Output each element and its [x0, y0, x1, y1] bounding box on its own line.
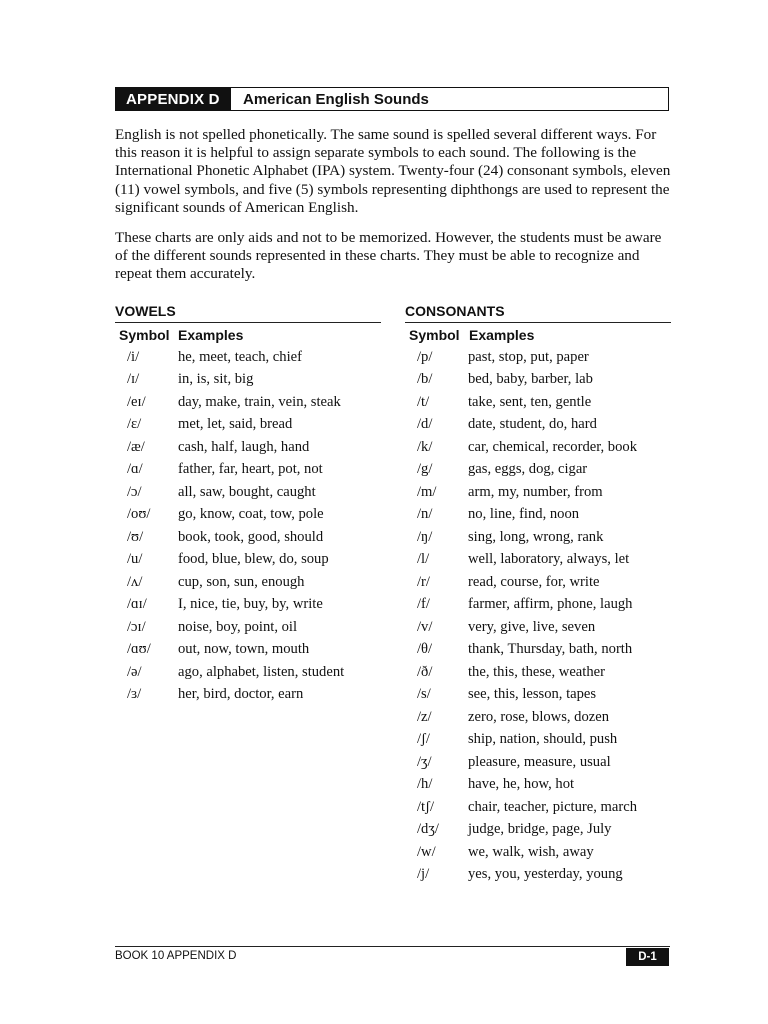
vowel-symbol: /ɪ/ — [127, 371, 140, 388]
consonant-symbol: /p/ — [417, 348, 433, 365]
intro-paragraph-2: These charts are only aids and not to be memorized. However, the students must be aware of the different sounds represented in these charts. They must be able to recognize and repeat them accurately. — [115, 229, 662, 283]
consonant-symbol: /θ/ — [417, 641, 433, 658]
consonant-row — [417, 819, 637, 842]
consonant-row — [417, 459, 637, 482]
vowel-examples: day, make, train, vein, steak — [178, 393, 341, 410]
vowel-row — [127, 616, 344, 639]
consonant-row — [417, 661, 637, 684]
vowels-symbol-header: Symbol — [119, 327, 170, 343]
consonant-examples: past, stop, put, paper — [468, 348, 589, 365]
vowel-examples: met, let, said, bread — [178, 416, 293, 433]
consonant-examples: date, student, do, hard — [468, 416, 597, 433]
consonant-examples: see, this, lesson, tapes — [468, 686, 597, 703]
consonant-row — [417, 639, 637, 662]
consonant-row — [417, 706, 637, 729]
consonant-row — [417, 549, 637, 572]
vowel-examples: he, meet, teach, chief — [178, 348, 302, 365]
vowel-row — [127, 639, 344, 662]
consonant-symbol: /b/ — [417, 371, 433, 388]
consonant-symbol: /m/ — [417, 483, 437, 500]
consonant-row — [417, 436, 637, 459]
vowel-row — [127, 549, 344, 572]
consonants-examples-header: Examples — [469, 327, 535, 343]
footer-rule — [115, 946, 670, 947]
intro-paragraph-1: English is not spelled phonetically. The same sound is spelled several different ways. For this reason it is helpful to assign separate symbols to each sound. The following is the International Phonetic Alphabet (IPA) system. Twenty-four (24) consonant symbols, eleven (11) vowel symbols, and five (5) symbols representing diphthongs are used to represent the significant sounds of American English. — [115, 126, 671, 216]
consonant-examples: judge, bridge, page, July — [468, 821, 612, 838]
vowel-symbol: /ɑɪ/ — [127, 596, 147, 613]
appendix-label: APPENDIX D — [116, 88, 231, 110]
consonant-row — [417, 481, 637, 504]
consonant-symbol: /t/ — [417, 393, 430, 410]
consonant-examples: no, line, find, noon — [468, 506, 580, 523]
consonant-symbol: /k/ — [417, 438, 433, 455]
consonant-symbol: /d/ — [417, 416, 433, 433]
vowel-symbol: /i/ — [127, 348, 140, 365]
vowel-examples: go, know, coat, tow, pole — [178, 506, 324, 523]
consonants-heading: CONSONANTS — [405, 303, 671, 323]
vowel-symbol: /ɑʊ/ — [127, 641, 151, 658]
vowel-symbol: /ɔɪ/ — [127, 618, 146, 635]
consonant-row — [417, 369, 637, 392]
consonant-symbol: /v/ — [417, 618, 433, 635]
consonant-row — [417, 346, 637, 369]
vowel-symbol: /eɪ/ — [127, 393, 146, 410]
consonant-row — [417, 729, 637, 752]
consonant-examples: yes, you, yesterday, young — [468, 866, 623, 883]
consonant-symbol: /ŋ/ — [417, 528, 433, 545]
vowel-symbol: /ə/ — [127, 663, 142, 680]
consonants-table — [417, 346, 637, 886]
vowels-table — [127, 346, 344, 706]
page-number-badge: D-1 — [626, 948, 669, 966]
vowel-examples: ago, alphabet, listen, student — [178, 663, 345, 680]
consonant-symbol: /ð/ — [417, 663, 433, 680]
consonant-symbol: /s/ — [417, 686, 431, 703]
consonant-symbol: /r/ — [417, 573, 430, 590]
consonant-examples: farmer, affirm, phone, laugh — [468, 596, 633, 613]
vowel-row — [127, 391, 344, 414]
consonant-examples: chair, teacher, picture, march — [468, 798, 637, 815]
consonant-symbol: /z/ — [417, 708, 432, 725]
consonant-examples: sing, long, wrong, rank — [468, 528, 604, 545]
consonant-examples: well, laboratory, always, let — [468, 551, 630, 568]
consonant-examples: ship, nation, should, push — [468, 731, 618, 748]
consonant-examples: have, he, how, hot — [468, 776, 575, 793]
vowel-symbol: /ɑ/ — [127, 461, 143, 478]
vowels-heading: VOWELS — [115, 303, 381, 323]
vowel-symbol: /æ/ — [127, 438, 145, 455]
vowel-symbol: /ʊ/ — [127, 528, 144, 545]
consonant-symbol: /f/ — [417, 596, 430, 613]
vowel-symbol: /u/ — [127, 551, 143, 568]
vowel-row — [127, 369, 344, 392]
vowel-examples: in, is, sit, big — [178, 371, 254, 388]
vowel-row — [127, 504, 344, 527]
vowel-examples: her, bird, doctor, earn — [178, 686, 304, 703]
vowel-row — [127, 594, 344, 617]
vowel-examples: food, blue, blew, do, soup — [178, 551, 329, 568]
consonant-symbol: /n/ — [417, 506, 433, 523]
vowel-symbol: /ɔ/ — [127, 483, 142, 500]
consonant-row — [417, 526, 637, 549]
vowel-examples: book, took, good, should — [178, 528, 324, 545]
consonant-row — [417, 751, 637, 774]
consonant-row — [417, 841, 637, 864]
consonant-examples: gas, eggs, dog, cigar — [468, 461, 588, 478]
vowel-row — [127, 481, 344, 504]
vowel-row — [127, 346, 344, 369]
consonant-examples: read, course, for, write — [468, 573, 600, 590]
consonant-examples: take, sent, ten, gentle — [468, 393, 592, 410]
footer-book-label: BOOK 10 APPENDIX D — [115, 950, 237, 962]
vowel-examples: father, far, heart, pot, not — [178, 461, 323, 478]
consonant-row — [417, 571, 637, 594]
vowel-symbol: /oʊ/ — [127, 506, 151, 523]
consonant-examples: very, give, live, seven — [468, 618, 596, 635]
vowel-examples: all, saw, bought, caught — [178, 483, 316, 500]
consonant-row — [417, 504, 637, 527]
vowel-examples: I, nice, tie, buy, by, write — [178, 596, 323, 613]
consonant-row — [417, 864, 637, 887]
vowels-examples-header: Examples — [178, 327, 244, 343]
consonant-examples: thank, Thursday, bath, north — [468, 641, 633, 658]
consonant-examples: pleasure, measure, usual — [468, 753, 611, 770]
consonant-examples: bed, baby, barber, lab — [468, 371, 593, 388]
consonant-examples: car, chemical, recorder, book — [468, 438, 637, 455]
consonant-symbol: /dʒ/ — [417, 821, 439, 838]
vowel-row — [127, 459, 344, 482]
consonant-symbol: /h/ — [417, 776, 433, 793]
vowel-row — [127, 436, 344, 459]
consonant-examples: arm, my, number, from — [468, 483, 603, 500]
consonant-row — [417, 594, 637, 617]
consonant-symbol: /ʒ/ — [417, 753, 432, 770]
consonant-symbol: /w/ — [417, 843, 436, 860]
consonant-symbol: /tʃ/ — [417, 798, 435, 815]
vowel-row — [127, 414, 344, 437]
vowel-symbol: /ɛ/ — [127, 416, 142, 433]
consonant-examples: the, this, these, weather — [468, 663, 605, 680]
vowel-examples: out, now, town, mouth — [178, 641, 310, 658]
appendix-header — [115, 87, 669, 111]
vowel-row — [127, 571, 344, 594]
vowel-symbol: /ʌ/ — [127, 573, 143, 590]
consonant-row — [417, 684, 637, 707]
vowel-examples: cash, half, laugh, hand — [178, 438, 310, 455]
consonant-examples: we, walk, wish, away — [468, 843, 594, 860]
consonant-symbol: /l/ — [417, 551, 430, 568]
consonant-row — [417, 391, 637, 414]
page-title: American English Sounds — [243, 90, 429, 108]
vowel-symbol: /ɜ/ — [127, 686, 142, 703]
consonant-row — [417, 796, 637, 819]
consonant-symbol: /j/ — [417, 866, 430, 883]
consonant-row — [417, 616, 637, 639]
vowel-row — [127, 661, 344, 684]
consonant-row — [417, 774, 637, 797]
vowel-examples: noise, boy, point, oil — [178, 618, 298, 635]
consonant-symbol: /g/ — [417, 461, 433, 478]
consonant-row — [417, 414, 637, 437]
vowel-examples: cup, son, sun, enough — [178, 573, 305, 590]
consonant-symbol: /ʃ/ — [417, 731, 430, 748]
consonants-symbol-header: Symbol — [409, 327, 460, 343]
consonant-examples: zero, rose, blows, dozen — [468, 708, 610, 725]
vowel-row — [127, 526, 344, 549]
vowel-row — [127, 684, 344, 707]
